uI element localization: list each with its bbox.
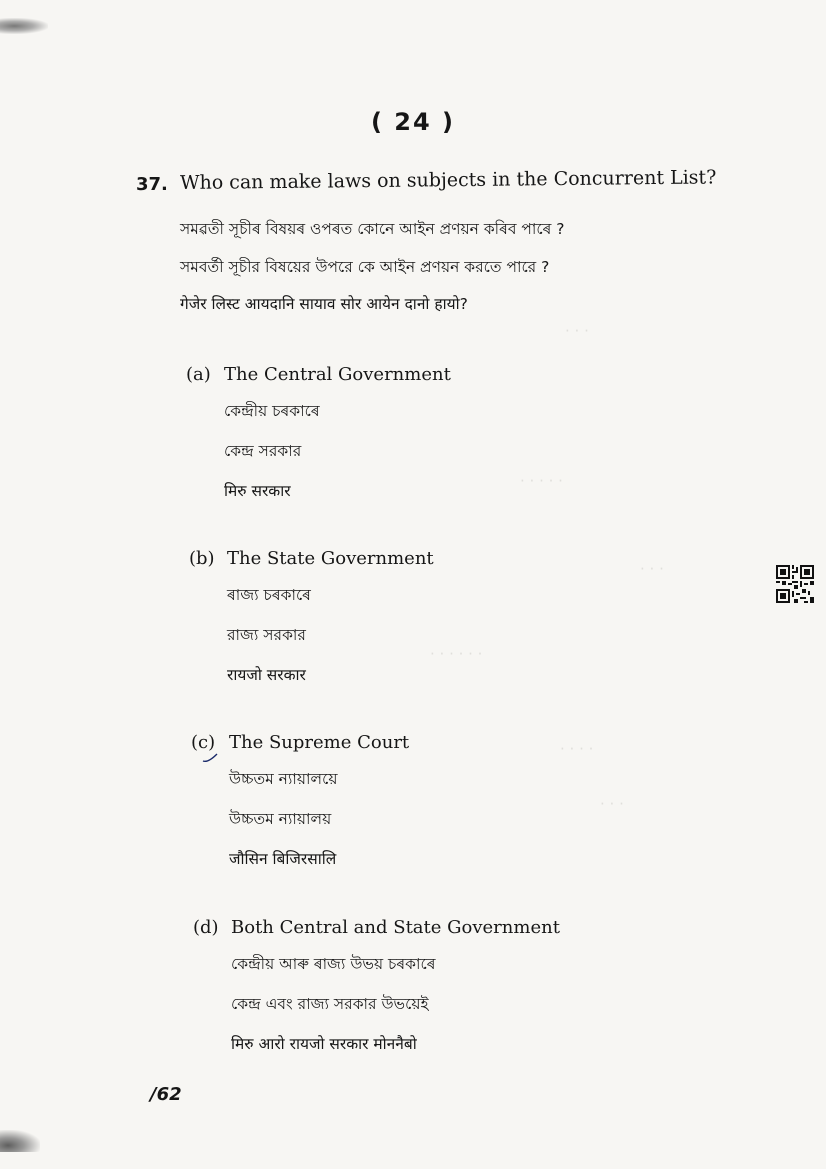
option-letter: (a) (186, 364, 211, 385)
option-letter: (c) (191, 732, 216, 753)
option-a (186, 364, 451, 501)
show-through: · · · · (560, 740, 594, 758)
option-translation: जौसिन बिजिरसालि (229, 850, 337, 868)
show-through: · · · (565, 322, 589, 340)
option-letter: (d) (193, 917, 219, 938)
qr-code-icon (776, 565, 814, 603)
question-translation-bengali: সমবর্তী সূচীর বিষয়ের উপরে কে আইন প্রণয়ন করতে পারে ? (180, 258, 550, 276)
show-through: · · · (600, 795, 624, 813)
option-b (189, 548, 434, 685)
pen-tick-mark (202, 752, 218, 764)
question-text: Who can make laws on subjects in the Concurrent List? (179, 166, 717, 194)
option-translation: रायजो सरकार (227, 666, 306, 684)
show-through: · · · · · · (430, 645, 483, 663)
option-letter: (b) (189, 548, 215, 569)
option-translation: কেন্দ্ৰীয় আৰু ৰাজ্য উভয় চৰকাৰে (231, 955, 436, 973)
page-number: ( 24 ) (370, 108, 456, 136)
option-text: The Supreme Court (229, 732, 410, 753)
option-translation: ৰাজ্য চৰকাৰে (227, 586, 311, 604)
option-translation: কেন্দ্র এবং রাজ্য সরকার উভয়েই (231, 995, 429, 1013)
option-translation: কেন্দ্র সরকার (224, 442, 302, 460)
option-translation: রাজ্য সরকার (227, 626, 306, 644)
footer-code: /62 (150, 1084, 182, 1105)
option-translation: উচ্চতম ন্যায়ালয়ে (229, 770, 338, 788)
option-text: The State Government (227, 548, 434, 569)
option-translation: मिरु आरो रायजो सरकार मोननैबो (231, 1035, 417, 1053)
option-translation: मिरु सरकार (224, 482, 291, 500)
question-translation-bodo: गेजेर लिस्ट आयदानि सायाव सोर आयेन दानो हायो? (180, 295, 468, 313)
option-text: Both Central and State Government (231, 917, 560, 938)
option-d (193, 917, 560, 1054)
question-translation-assamese: সমৱতী সূচীৰ বিষয়ৰ ওপৰত কোনে আইন প্ৰণয়ন কৰিব পাৰে ? (180, 220, 565, 238)
option-text: The Central Government (224, 364, 451, 385)
scan-smudge-bottom (0, 1130, 40, 1152)
option-translation: উচ্চতম ন্যায়ালয় (229, 810, 332, 828)
show-through: · · · (640, 560, 664, 578)
option-c (191, 732, 409, 869)
scan-smudge-top (0, 18, 48, 34)
question-number: 37. (136, 174, 168, 195)
option-translation: কেন্দ্ৰীয় চৰকাৰে (224, 402, 320, 420)
show-through: · · · · · (520, 472, 563, 490)
